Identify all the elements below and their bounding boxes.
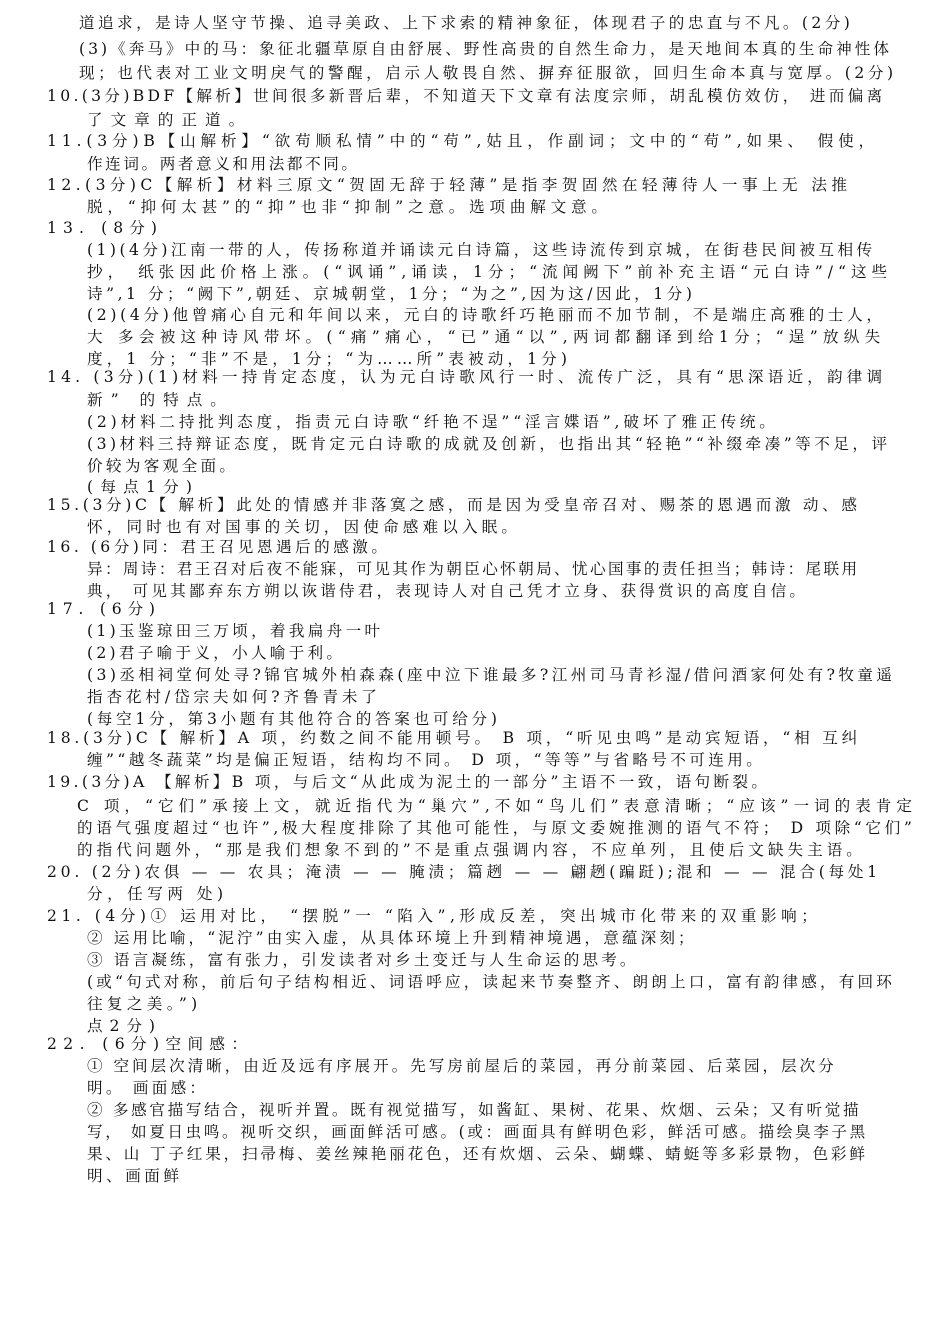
text-line: 18.(3分)C【 解析】A 项，约数之间不能用顿号。 B 项，“听见虫鸣”是动宾短语，“相 互纠 — [47, 729, 861, 747]
text-line: 20. (2分)农俱 — — 农具；淹渍 — — 腌渍；篇趔 — — 翩趔(蹁跹);混和 — — 混合(每处1 — [47, 863, 881, 881]
text-line: (1)(4分)江南一带的人，传扬称道并诵读元白诗篇，这些诗流传到京城，在街巷民间被互相传 — [87, 241, 876, 259]
text-line: 11.(3分)B【山解析】“欲苟顺私情”中的“苟”,姑且，作副词；文中的“苟”,如果、 假使， — [47, 132, 879, 150]
text-line: 现；也代表对工业文明戾气的警醒，启示人敬畏自然、摒弃征服欲，回归生命本真与宽厚。(2分) — [79, 64, 897, 82]
text-line: 点2分) — [87, 1017, 162, 1035]
text-line: 16. (6分)同：君王召见恩遇后的感激。 — [47, 538, 391, 556]
text-line: (或“句式对称，前后句子结构相近、词语呼应，读起来节奏整齐、朗朗上口，富有韵律感，有回环 — [87, 973, 896, 991]
text-line: (2)材料二持批判态度，指责元白诗歌“纤艳不逞”“淫言媟语”,破坏了雅正传统。 — [87, 413, 779, 431]
text-line: (3)丞相祠堂何处寻?锦官城外柏森森(座中泣下谁最多?江州司马青衫湿/借问酒家何处有?牧童遥 — [87, 666, 896, 684]
text-line: ③ 语言凝练，富有张力，引发读者对乡土变迁与人生命运的思考。 — [87, 951, 639, 969]
text-line: 作连词。两者意义和用法都不同。 — [87, 155, 360, 173]
text-line: (2)(4分)他曾痛心自元和年间以来，元白的诗歌纤巧艳丽而不加节制，不是端庄高雅的士人， — [87, 306, 886, 324]
text-line: 写， 如夏日虫鸣。视听交织，画面鲜活可感。(或：画面具有鲜明色彩，鲜活可感。描绘臭李子黑 — [87, 1123, 868, 1141]
text-line: 13. (8分) — [47, 219, 164, 237]
text-line: (3)《奔马》中的马：象征北疆草原自由舒展、野性高贵的自然生命力，是天地间本真的生命神性体 — [79, 40, 892, 58]
text-line: 度，1 分；“非”不是，1分；“为……所”表被动，1分) — [87, 350, 572, 368]
text-line: 异：周诗：君王召对后夜不能寐，可见其作为朝臣心怀朝局、忧心国事的责任担当；韩诗：尾联用 — [87, 560, 860, 578]
text-line: ② 运用比喻，“泥泞”由实入虚，从具体环境上升到精神境遇，意蕴深刻； — [87, 929, 697, 947]
text-line: (1)玉鉴琼田三万顷，着我扁舟一叶 — [87, 622, 384, 640]
text-line: 的语气强度超过“也许”,极大程度排除了其他可能性，与原文委婉推测的语气不符； D 项除“它们” — [77, 819, 916, 837]
text-line: 指杏花村/岱宗夫如何?齐鲁青未了 — [87, 688, 381, 706]
text-line: 明。 画面感： — [87, 1079, 209, 1097]
text-line: 12.(3分)C【解析】材料三原文“贺固无辞于轻薄”是指李贺固然在轻薄待人一事上无 法推 — [47, 176, 852, 194]
text-line: 17. (6分) — [47, 600, 161, 618]
text-line: 诗”,1 分；“阙下”,朝廷、京城朝堂，1分；“为之”,因为这/因此，1分) — [87, 285, 696, 303]
text-line: C 项，“它们”承接上文，就近指代为“巢穴”,不如“鸟儿们”表意清晰；“应该”一词的表肯定 — [77, 797, 917, 815]
text-line: 大 多会被这种诗风带坏。(“痛”痛心，“已”通“以”,两词都翻译到给1分；“逞”放纵失 — [87, 328, 886, 346]
text-line: (每点1分) — [87, 478, 200, 496]
text-line: 了文章的正道。 — [87, 111, 253, 129]
text-line: 道追求，是诗人坚守节操、追寻美政、上下求索的精神象征，体现君子的忠直与不凡。(2分) — [79, 14, 854, 32]
text-line: 15.(3分)C【 解析】此处的情感并非落寞之感，而是因为受皇帝召对、赐茶的恩遇而激 动、感 — [47, 496, 861, 514]
text-line: 抄， 纸张因此价格上涨。(“讽诵”,诵读，1分；“流闻阙下”前补充主语“元白诗”/“这些 — [87, 263, 893, 281]
text-line: 21. (4分)① 运用对比， “摆脱”一 “陷入”,形成反差，突出城市化带来的双重影响； — [47, 907, 822, 925]
text-line: 怀，同时也有对国事的关切，因使命感难以入眠。 — [87, 518, 522, 536]
text-line: (3)材料三持辩证态度，既肯定元白诗歌的成就及创新，也指出其“轻艳”“补缀牵凑”等不足，评 — [87, 435, 891, 453]
text-line: 22. (6分)空间感： — [47, 1035, 254, 1053]
text-line: ② 多感官描写结合，视听并置。既有视觉描写，如酱缸、果树、花果、炊烟、云朵；又有听觉描 — [87, 1101, 862, 1119]
text-line: 缠”“越冬蔬菜”均是偏正短语，结构均不同。 D 项，“等等”与省略号不可连用。 — [87, 751, 766, 769]
text-line: 19.(3分)A 【解析】B 项，与后文“从此成为泥土的一部分”主语不一致，语句断裂。 — [47, 773, 771, 791]
text-line: 10.(3分)BDF【解析】世间很多新晋后辈，不知道天下文章有法度宗师，胡乱模仿效仿， 进而偏离 — [47, 87, 886, 105]
text-line: 脱，“抑何太甚”的“抑”也非“抑制”之意。选项曲解文意。 — [87, 198, 612, 216]
text-line: 新” 的特点。 — [87, 391, 234, 409]
text-line: 的指代问题外，“那是我们想象不到的”不是重点强调内容，不应单列，且使后文缺失主语。 — [77, 841, 866, 859]
text-line: 果、山 丁子红果，扫帚梅、姜丝辣艳丽花色，还有炊烟、云朵、蝴蝶、蜻蜓等多彩景物，色彩鲜 — [87, 1145, 868, 1163]
text-line: (2)君子喻于义，小人喻于利。 — [87, 644, 346, 662]
text-line: 明、画面鲜 — [87, 1167, 183, 1185]
text-line: ① 空间层次清晰，由近及远有序展开。先写房前屋后的菜园，再分前菜园、后菜园，层次分 — [87, 1057, 837, 1075]
text-line: 价较为客观全面。 — [87, 457, 239, 475]
text-line: 14. (3分)(1)材料一持肯定态度，认为元白诗歌风行一时、流传广泛，具有“思深语近，韵律调 — [47, 368, 887, 386]
text-line: 典， 可见其鄙弃东方朔以诙谐侍君，表现诗人对自己凭才立身、获得赏识的高度自信。 — [87, 582, 809, 600]
text-line: (每空1分，第3小题有其他符合的答案也可给分) — [87, 710, 501, 728]
text-line: 往复之美。”) — [87, 995, 202, 1013]
text-line: 分，任写两 处) — [87, 885, 228, 903]
